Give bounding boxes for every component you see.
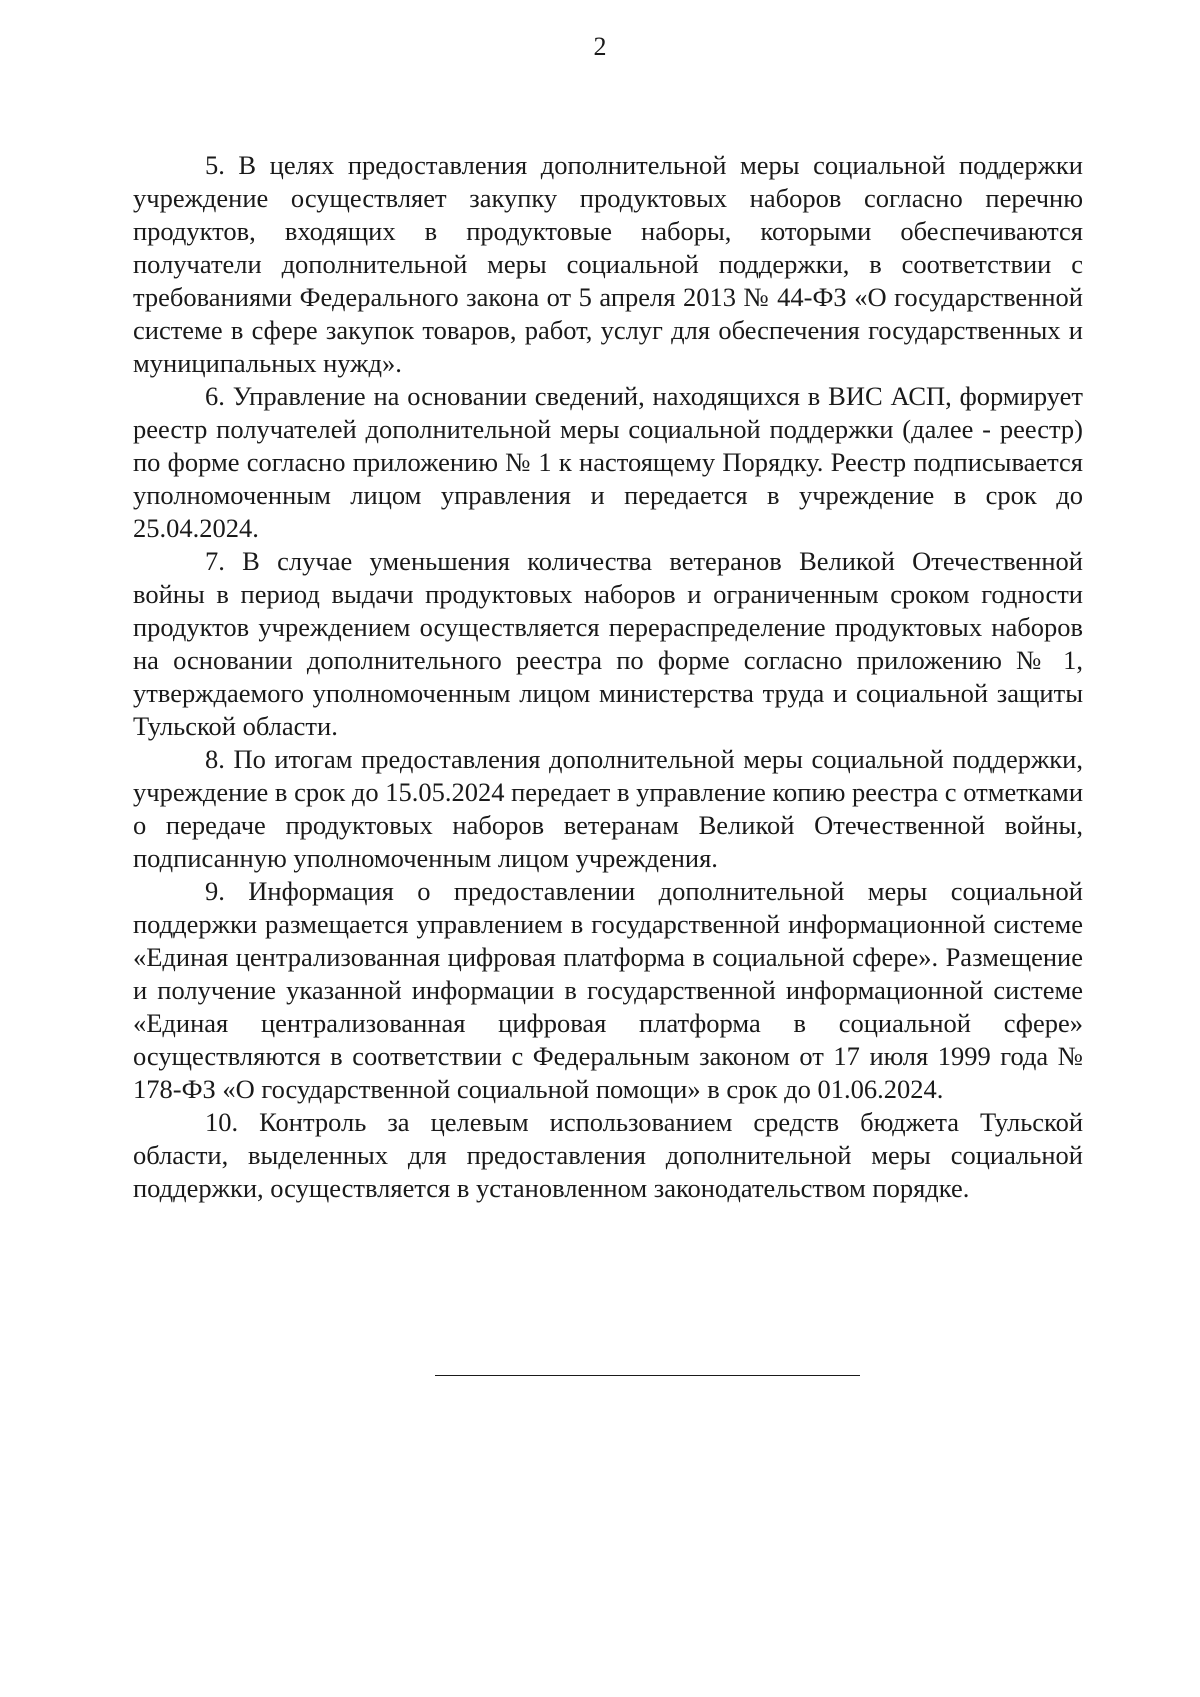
document-body [133,149,1083,1205]
closing-divider-line [435,1375,860,1376]
paragraph-10: 10. Контроль за целевым использованием средств бюджета Тульской области, выделенных для предоставления дополнительной меры социальной поддержки, осуществляется в установленном законодательством порядке. [133,1107,1083,1203]
paragraph-6: 6. Управление на основании сведений, находящихся в ВИС АСП, формирует реестр получателей дополнительной меры социальной поддержки (далее - реестр) по форме согласно приложению № 1 к настоящему Порядку. Реестр подписывается уполномоченным лицом управления и передается в учреждение в срок до 25.04.2024. [133,381,1083,543]
paragraph-7: 7. В случае уменьшения количества ветеранов Великой Отечественной войны в период выдачи продуктовых наборов и ограниченным сроком годности продуктов учреждением осуществляется перераспределение продуктовых наборов на основании дополнительного реестра по форме согласно приложению № 1, утверждаемого уполномоченным лицом министерства труда и социальной защиты Тульской области. [133,546,1083,741]
page-number: 2 [593,32,607,61]
paragraph-5: 5. В целях предоставления дополнительной меры социальной поддержки учреждение осуществляет закупку продуктовых наборов согласно перечню продуктов, входящих в продуктовые наборы, которыми обеспечиваются получатели дополнительной меры социальной поддержки, в соответствии с требованиями Федерального закона от 5 апреля 2013 № 44-ФЗ «О государственной системе в сфере закупок товаров, работ, услуг для обеспечения государственных и муниципальных нужд». [133,150,1083,378]
paragraph-8: 8. По итогам предоставления дополнительной меры социальной поддержки, учреждение в срок до 15.05.2024 передает в управление копию реестра с отметками о передаче продуктовых наборов ветеранам Великой Отечественной войны, подписанную уполномоченным лицом учреждения. [133,744,1083,873]
paragraph-9: 9. Информация о предоставлении дополнительной меры социальной поддержки размещается управлением в государственной информационной системе «Единая централизованная цифровая платформа в социальной сфере». Размещение и получение указанной информации в государственной информационной системе «Единая централизованная цифровая платформа в социальной сфере» осуществляются в соответствии с Федеральным законом от 17 июля 1999 года № 178-ФЗ «О государственной социальной помощи» в срок до 01.06.2024. [133,876,1083,1104]
